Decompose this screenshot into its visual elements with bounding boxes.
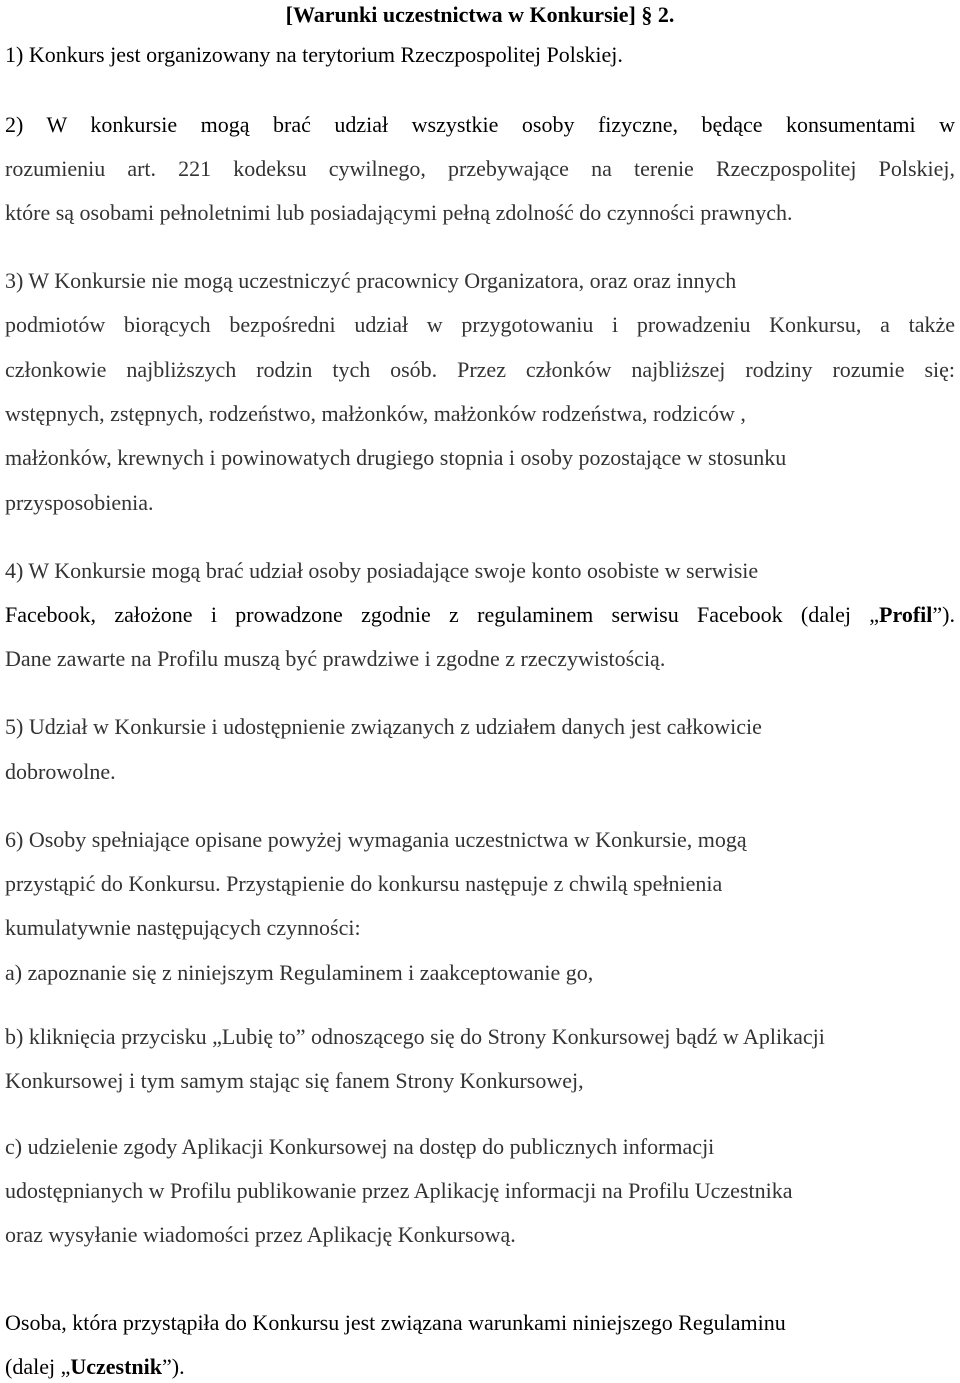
paragraph-5-line-1: 5) Udział w Konkursie i udostępnienie związanych z udziałem danych jest całkowicie bbox=[5, 714, 762, 739]
item-c-line-2: udostępnianych w Profilu publikowanie przez Aplikację informacji na Profilu Uczestnika bbox=[5, 1178, 793, 1203]
section-heading: [Warunki uczestnictwa w Konkursie] § 2. bbox=[285, 2, 675, 27]
paragraph-3-line-4: wstępnych, zstępnych, rodzeństwo, małżonków, małżonków rodzeństwa, rodziców , bbox=[5, 401, 746, 426]
paragraph-4-line-3: Dane zawarte na Profilu muszą być prawdziwe i zgodne z rzeczywistością. bbox=[5, 646, 666, 671]
item-a-line-1: a) zapoznanie się z niniejszym Regulaminem i zaakceptowanie go, bbox=[5, 960, 594, 985]
item-b-line-1: b) kliknięcia przycisku „Lubię to” odnoszącego się do Strony Konkursowej bądź w Aplikacji bbox=[5, 1024, 825, 1049]
paragraph-3-line-3: członkowie najbliższych rodzin tych osób. Przez członków najbliższej rodziny rozumie się: bbox=[5, 357, 955, 382]
closing-line-2-text: (dalej „ bbox=[5, 1354, 71, 1379]
item-c-line-1: c) udzielenie zgody Aplikacji Konkursowej na dostęp do publicznych informacji bbox=[5, 1134, 715, 1159]
paragraph-6-line-3: kumulatywnie następujących czynności: bbox=[5, 915, 361, 940]
closing-line-2 bbox=[5, 1354, 185, 1380]
closing-line-2-end: ”). bbox=[162, 1354, 185, 1379]
paragraph-4-line-2 bbox=[5, 602, 955, 628]
paragraph-1-line-1: 1) Konkurs jest organizowany na terytorium Rzeczpospolitej Polskiej. bbox=[5, 42, 623, 67]
paragraph-3-line-2: podmiotów biorących bezpośredni udział w przygotowaniu i prowadzeniu Konkursu, a także bbox=[5, 312, 955, 337]
paragraph-3-line-5: małżonków, krewnych i powinowatych drugiego stopnia i osoby pozostające w stosunku bbox=[5, 445, 787, 470]
profil-term: Profil bbox=[879, 602, 933, 627]
paragraph-3-line-6: przysposobienia. bbox=[5, 490, 154, 515]
closing-line-1: Osoba, która przystąpiła do Konkursu jest związana warunkami niniejszego Regulaminu bbox=[5, 1310, 786, 1335]
paragraph-4-line-2-text: Facebook, założone i prowadzone zgodnie z regulaminem serwisu Facebook (dalej „ bbox=[5, 602, 880, 627]
paragraph-4-line-2-end: ”). bbox=[932, 602, 955, 627]
paragraph-2-line-1: 2) W konkursie mogą brać udział wszystkie osoby fizyczne, będące konsumentami w bbox=[5, 112, 955, 137]
paragraph-6-line-2: przystąpić do Konkursu. Przystąpienie do konkursu następuje z chwilą spełnienia bbox=[5, 871, 723, 896]
paragraph-6-line-1: 6) Osoby spełniające opisane powyżej wymagania uczestnictwa w Konkursie, mogą bbox=[5, 827, 747, 852]
paragraph-4-line-1: 4) W Konkursie mogą brać udział osoby posiadające swoje konto osobiste w serwisie bbox=[5, 558, 759, 583]
item-c-line-3: oraz wysyłanie wiadomości przez Aplikację Konkursową. bbox=[5, 1222, 516, 1247]
paragraph-5-line-2: dobrowolne. bbox=[5, 759, 116, 784]
item-b-line-2: Konkursowej i tym samym stając się fanem Strony Konkursowej, bbox=[5, 1068, 584, 1093]
paragraph-2-line-2: rozumieniu art. 221 kodeksu cywilnego, przebywające na terenie Rzeczpospolitej Polskiej, bbox=[5, 156, 955, 181]
paragraph-2-line-3: które są osobami pełnoletnimi lub posiadającymi pełną zdolność do czynności prawnych. bbox=[5, 200, 793, 225]
uczestnik-term: Uczestnik bbox=[70, 1354, 163, 1379]
paragraph-3-line-1: 3) W Konkursie nie mogą uczestniczyć pracownicy Organizatora, oraz oraz innych bbox=[5, 268, 737, 293]
